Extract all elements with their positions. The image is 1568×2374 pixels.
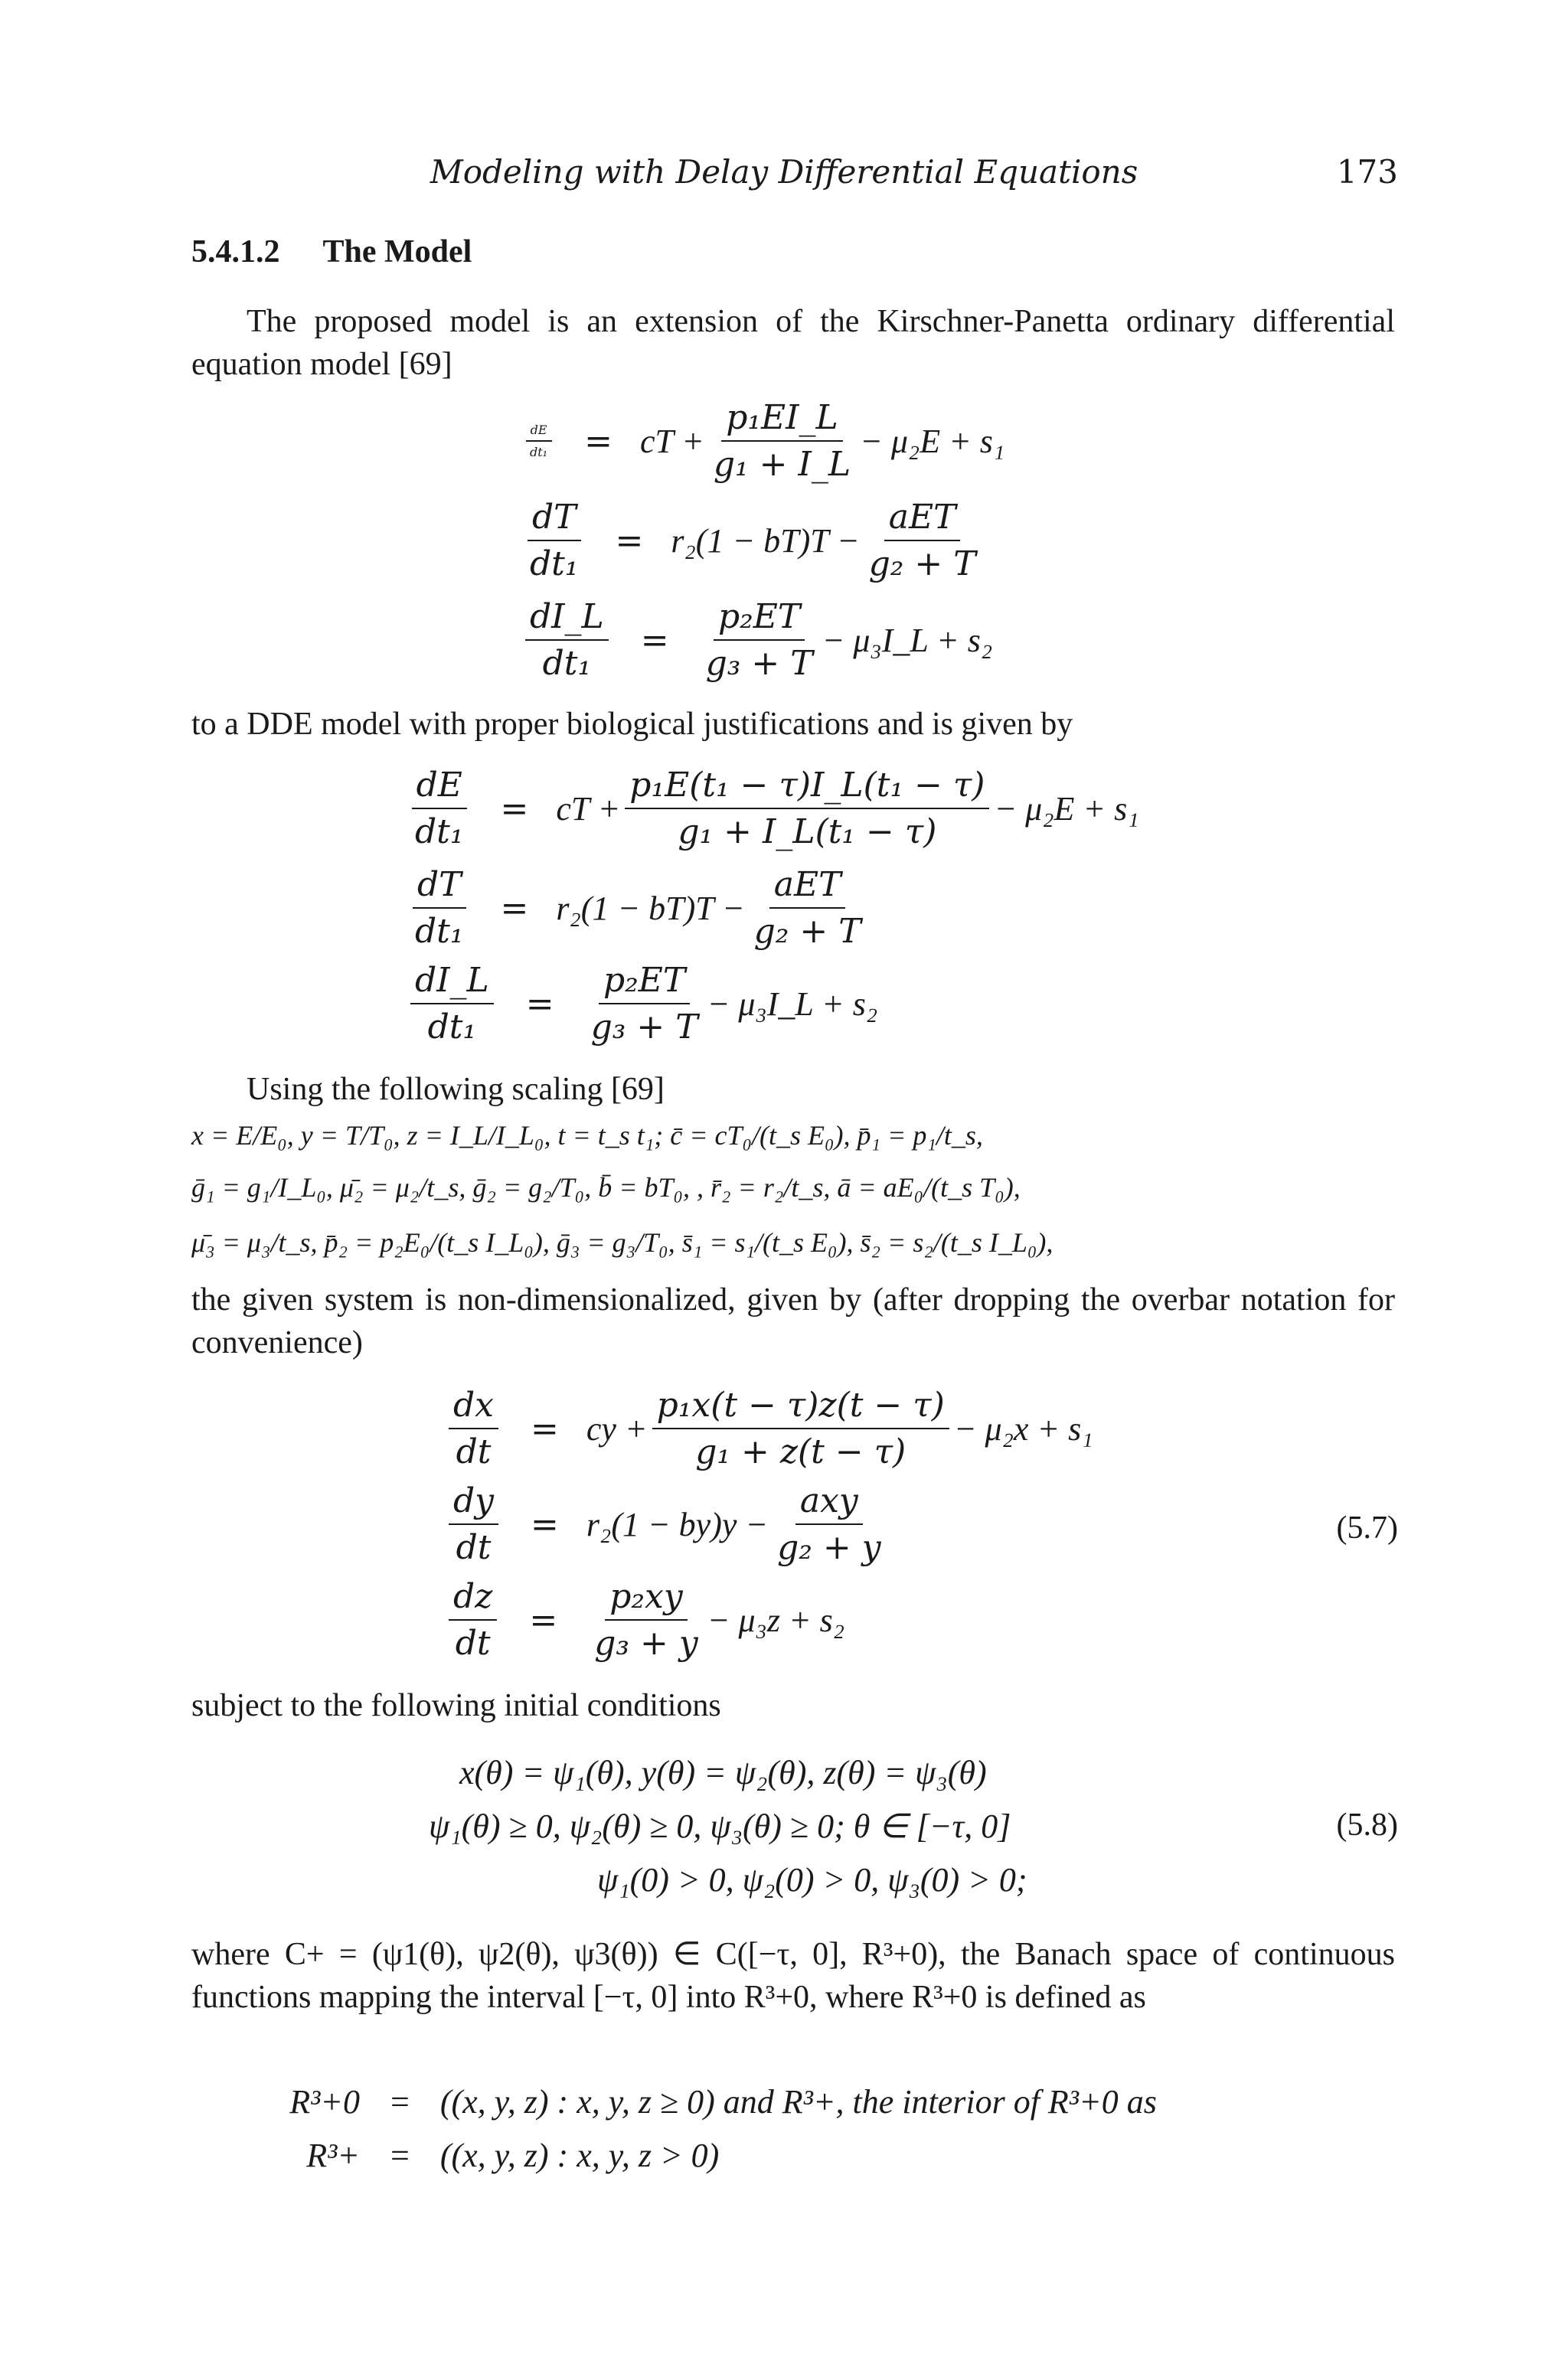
def-rhs: ((x, y, z) : x, y, z > 0) <box>439 2137 720 2174</box>
frac-num: p₁x(t − τ)z(t − τ) <box>652 1386 949 1429</box>
lhs-num: dy <box>449 1481 498 1525</box>
initial-line-1: x(θ) = ψ₁(θ), y(θ) = ψ₂(θ), z(θ) = ψ₃(θ) <box>459 1754 987 1791</box>
ode-eq-2: $\frac{dT}{\text{dt₁}}$ = r₂(1 − bT)T − $\frac{\text{aET}}{\text{g₂ + T}}$ <box>521 498 985 583</box>
lhs-den: dt₁ <box>427 1007 477 1047</box>
paragraph-banach: where C+ = (ψ1(θ), ψ2(θ), ψ3(θ)) ∈ C([−τ, 0], R³+0), the Banach space of continuous functions mapping the interval [−τ, 0] into R³+0, where R³+0 is defined as <box>191 1937 1395 2015</box>
paragraph-initial-intro: subject to the following initial conditions <box>191 1688 721 1723</box>
dde-eq-3: $\frac{dI\_L}{\text{dt₁}}$ = $\frac{\text{p₂ET}}{\text{g₃ + T}}$ − μ₃I_L + s₂ <box>406 961 877 1047</box>
ode-eq-1: $\frac{dE}{\text{dt₁}}$ = cT + $\frac{\text{p₁EI\_L}}{\text{g₁ + I\_L}}$ − μ₂E + s₁ <box>521 398 1004 484</box>
rhs-pre: r₂(1 − by)y − <box>586 1505 769 1543</box>
scaling-line-2: ḡ₁ = g₁/I_L₀, μ̄₂ = μ₂/t_s, ḡ₂ = g₂/T₀, b̄ = bT₀, , r̄₂ = r₂/t_s, ā = aE₀/(t_s T₀), <box>191 1172 1021 1203</box>
frac-den: g₁ + I_L(t₁ − τ) <box>678 812 937 851</box>
scaling-line-1: x = E/E₀, y = T/T₀, z = I_L/I_L₀, t = t_s t₁; c̄ = cT₀/(t_s E₀), p̄₁ = p₁/t_s, <box>191 1120 983 1151</box>
rhs-post: − μ₂x + s₁ <box>953 1409 1093 1448</box>
frac-den: g₂ + T <box>868 544 976 583</box>
nondim-eq-2: $\frac{dy}{dt}$ = r₂(1 − by)y − $\frac{\text{axy}}{\text{g₂ + y}}$ <box>444 1481 890 1567</box>
nondim-eq-1: $\frac{dx}{dt}$ = cy + $\frac{\text{p₁x(t − τ)z(t − τ)}}{\text{g₁ + z(t − τ)}}$ − μ₂x + s₁ <box>444 1386 1093 1471</box>
def-lhs: R³+0 <box>289 2083 360 2121</box>
section-number: 5.4.1.2 <box>191 234 280 269</box>
paragraph-dde-intro: to a DDE model with proper biological justifications and is given by <box>191 707 1073 742</box>
rhs-post: − μ₂E + s₁ <box>860 422 1005 460</box>
rhs-pre: r₂(1 − bT)T − <box>671 521 860 560</box>
equation-number-5-8: (5.8) <box>1336 1807 1398 1843</box>
page-number: 173 <box>1336 153 1398 191</box>
lhs-num: dE <box>526 423 552 442</box>
frac-den: g₃ + T <box>590 1007 698 1047</box>
lhs-den: dt <box>456 1528 492 1567</box>
lhs-den: dt₁ <box>415 812 464 851</box>
lhs-num: dT <box>528 498 581 541</box>
frac-num: p₂ET <box>714 597 805 641</box>
equation-number-5-7: (5.7) <box>1336 1510 1398 1546</box>
lhs-num: dT <box>413 865 466 909</box>
nondim-eq-3: $\frac{dz}{dt}$ = $\frac{\text{p₂xy}}{\text{g₃ + y}}$ − μ₃z + s₂ <box>444 1577 844 1663</box>
dde-eq-1: $\frac{dE}{\text{dt₁}}$ = cT + $\frac{\text{p₁E(t₁ − τ)I\_L(t₁ − τ)}}{\text{g₁ + I\_L(t₁ − τ)}}$ − μ₂E + s₁ <box>406 766 1139 851</box>
definition-2: R³+ = ((x, y, z) : x, y, z > 0) <box>283 2136 719 2175</box>
lhs-num: dE <box>412 766 467 809</box>
lhs-num: dI_L <box>525 597 609 641</box>
rhs-post: − μ₃I_L + s₂ <box>707 985 878 1023</box>
lhs-den: dt <box>455 1624 491 1663</box>
definition-1: R³+0 = ((x, y, z) : x, y, z ≥ 0) and R³+, the interior of R³+0 as <box>283 2082 1157 2121</box>
rhs-pre: cy + <box>586 1409 648 1448</box>
lhs-den: dt <box>456 1432 492 1471</box>
lhs-den: dt₁ <box>542 644 592 683</box>
lhs-den: dt₁ <box>415 912 464 951</box>
def-lhs: R³+ <box>306 2137 360 2174</box>
frac-num: p₂ET <box>599 961 690 1004</box>
scaling-line-3: μ̄₃ = μ₃/t_s, p̄₂ = p₂E₀/(t_s I_L₀), ḡ₃ = g₃/T₀, s̄₁ = s₁/(t_s E₀), s̄₂ = s₂/(t_s I_L₀), <box>191 1227 1054 1258</box>
frac-num: aET <box>884 498 961 541</box>
lhs-den: dt₁ <box>530 544 579 583</box>
frac-den: g₃ + y <box>594 1624 698 1663</box>
rhs-pre: cT + <box>556 789 621 828</box>
lhs-num: dI_L <box>410 961 494 1004</box>
frac-den: g₃ + T <box>705 644 813 683</box>
paragraph-scaling-intro: Using the following scaling [69] <box>247 1072 665 1107</box>
frac-den: g₁ + z(t − τ) <box>695 1432 906 1471</box>
rhs-post: − μ₃I_L + s₂ <box>822 621 993 659</box>
initial-line-2: ψ₁(θ) ≥ 0, ψ₂(θ) ≥ 0, ψ₃(θ) ≥ 0; θ ∈ [−τ, 0] <box>429 1807 1011 1845</box>
paragraph-nondim: the given system is non-dimensionalized, given by (after dropping the overbar notation for convenience) <box>191 1282 1395 1360</box>
dde-eq-2: $\frac{dT}{\text{dt₁}}$ = r₂(1 − bT)T − $\frac{\text{aET}}{\text{g₂ + T}}$ <box>406 865 871 951</box>
frac-num: axy <box>795 1481 863 1525</box>
rhs-post: − μ₂E + s₁ <box>994 789 1139 828</box>
section-heading <box>191 233 472 270</box>
rhs-post: − μ₃z + s₂ <box>707 1601 845 1639</box>
section-title: The Model <box>322 234 472 269</box>
frac-num: p₁EI_L <box>721 398 843 442</box>
lhs-num: dx <box>449 1386 498 1429</box>
lhs-num: dz <box>449 1577 497 1621</box>
frac-den: g₂ + T <box>753 912 861 951</box>
rhs-pre: r₂(1 − bT)T − <box>556 889 745 927</box>
frac-num: p₁E(t₁ − τ)I_L(t₁ − τ) <box>625 766 989 809</box>
rhs-pre: cT + <box>639 422 704 460</box>
running-title: Modeling with Delay Differential Equations <box>430 153 1138 191</box>
initial-line-3: ψ₁(0) > 0, ψ₂(0) > 0, ψ₃(0) > 0; <box>597 1861 1027 1899</box>
def-rhs: ((x, y, z) : x, y, z ≥ 0) and R³+, the interior of R³+0 as <box>439 2083 1157 2121</box>
paragraph-intro: The proposed model is an extension of the Kirschner-Panetta ordinary differential equation model [69] <box>191 304 1395 382</box>
frac-num: p₂xy <box>605 1577 687 1621</box>
frac-num: aET <box>769 865 846 909</box>
frac-den: g₁ + I_L <box>713 445 851 484</box>
lhs-den: dt₁ <box>530 445 548 459</box>
ode-eq-3: $\frac{dI\_L}{\text{dt₁}}$ = $\frac{\text{p₂ET}}{\text{g₃ + T}}$ − μ₃I_L + s₂ <box>521 597 992 683</box>
frac-den: g₂ + y <box>777 1528 881 1567</box>
